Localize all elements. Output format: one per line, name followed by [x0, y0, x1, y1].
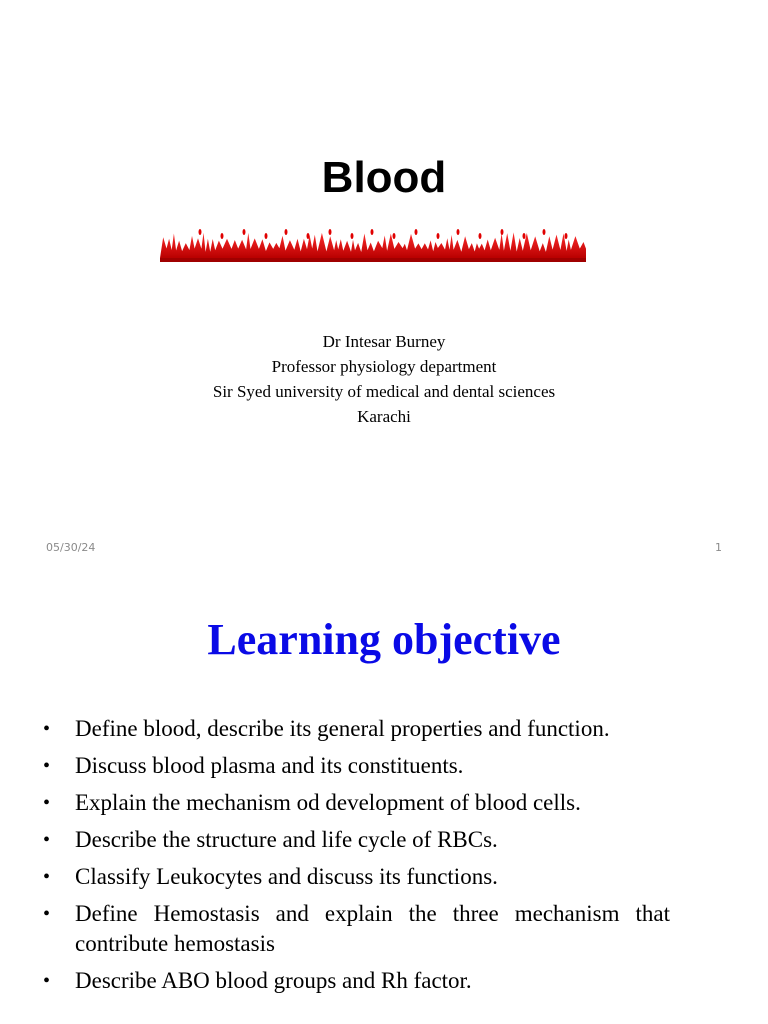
bullet-icon: •: [43, 829, 51, 851]
blood-drop-icon: [199, 229, 202, 235]
bullet-icon: •: [43, 755, 51, 777]
bullet-icon: •: [43, 792, 51, 814]
bullet-icon: •: [43, 903, 51, 925]
blood-drop-icon: [565, 233, 568, 239]
blood-drop-icon: [329, 229, 332, 235]
objective-text: Explain the mechanism od development of blood cells.: [75, 790, 581, 815]
author-city: Karachi: [357, 407, 411, 426]
slide-date: 05/30/24: [46, 541, 96, 554]
slide-heading: Learning objective: [207, 615, 561, 664]
blood-drop-icon: [437, 233, 440, 239]
objective-text: Classify Leukocytes and discuss its functions.: [75, 864, 498, 889]
blood-drip-divider-icon: [160, 226, 586, 264]
blood-drop-icon: [479, 233, 482, 239]
list-item: [40, 788, 670, 818]
list-item: [40, 825, 670, 855]
blood-drop-icon: [285, 229, 288, 235]
objectives-list: [40, 714, 670, 1003]
list-item: [40, 899, 670, 959]
slide-title: Blood: [321, 153, 447, 202]
blood-drop-icon: [307, 233, 310, 239]
list-item: [40, 751, 670, 781]
list-item: [40, 714, 670, 744]
list-item: [40, 862, 670, 892]
objective-text: Define blood, describe its general properties and function.: [75, 716, 610, 741]
blood-drop-icon: [501, 229, 504, 235]
blood-drop-icon: [265, 233, 268, 239]
objectives-slide: [0, 576, 768, 1024]
author-position: Professor physiology department: [271, 357, 497, 376]
bullet-icon: •: [43, 866, 51, 888]
blood-drop-icon: [351, 233, 354, 239]
objective-text: Describe ABO blood groups and Rh factor.: [75, 968, 472, 993]
objective-text: Define Hemostasis and explain the three mechanism that contribute hemostasis: [75, 901, 670, 956]
blood-drop-icon: [415, 229, 418, 235]
objective-text: Discuss blood plasma and its constituents.: [75, 753, 464, 778]
blood-drop-icon: [371, 229, 374, 235]
author-institution: Sir Syed university of medical and dental sciences: [212, 382, 556, 401]
blood-drop-icon: [243, 229, 246, 235]
blood-drop-icon: [523, 233, 526, 239]
bullet-icon: •: [43, 970, 51, 992]
slide-number: 1: [715, 541, 722, 554]
blood-drop-icon: [221, 233, 224, 239]
list-item: [40, 966, 670, 996]
author-name: Dr Intesar Burney: [322, 332, 446, 351]
blood-drop-icon: [543, 229, 546, 235]
objective-text: Describe the structure and life cycle of RBCs.: [75, 827, 498, 852]
blood-drop-icon: [457, 229, 460, 235]
bullet-icon: •: [43, 718, 51, 740]
blood-drop-icon: [393, 233, 396, 239]
author-block: [0, 329, 768, 429]
